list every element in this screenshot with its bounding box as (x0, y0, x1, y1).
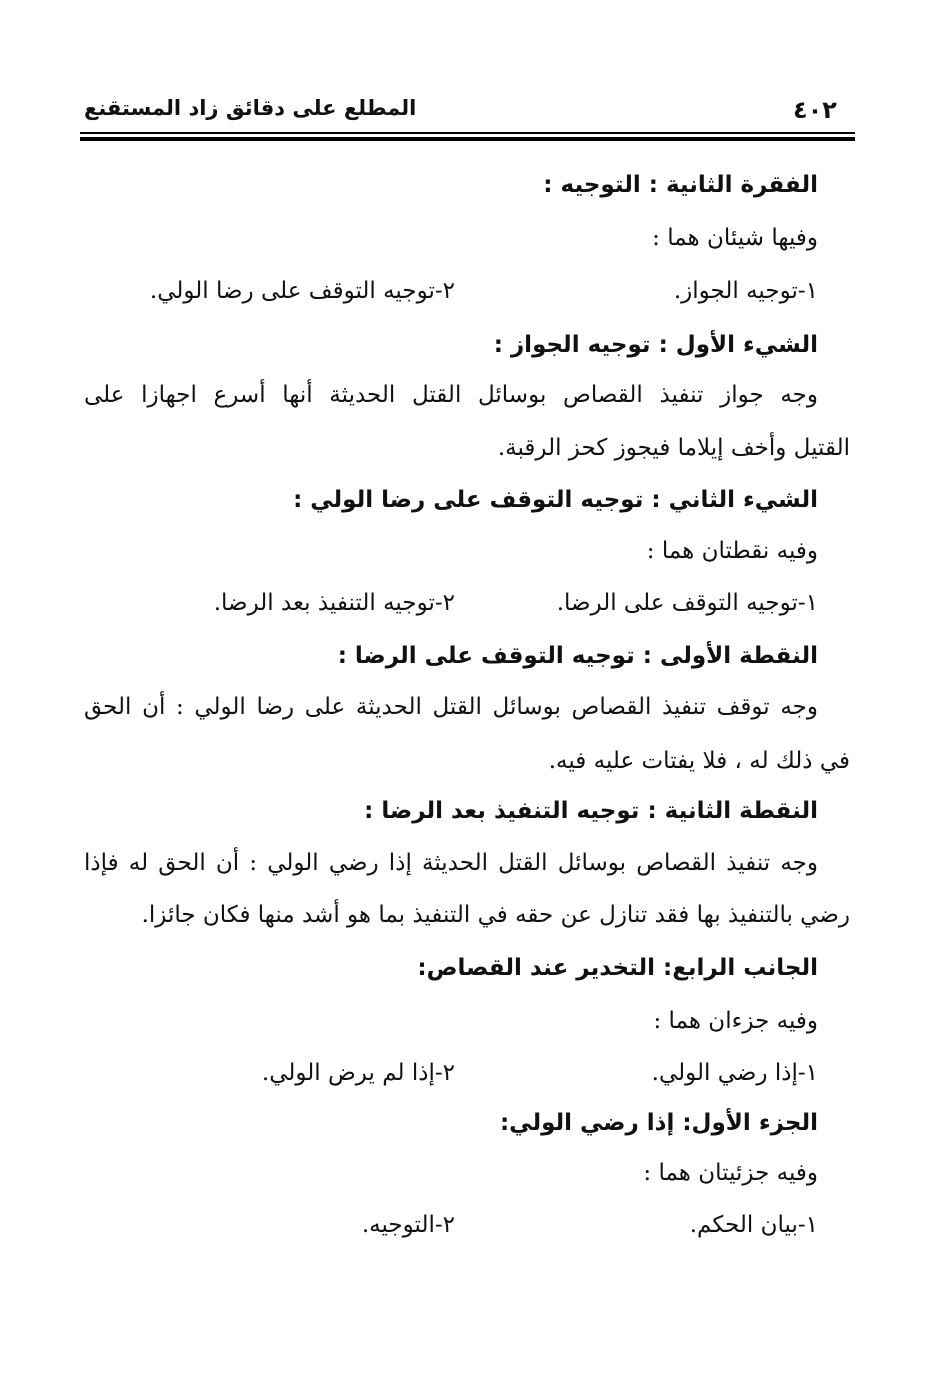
subheading-point-1: النقطة الأولى : توجيه التوقف على الرضا : (337, 643, 818, 669)
list-item-1: ١-توجيه التوقف على الرضا. (556, 590, 818, 616)
list-item-1: ١-بيان الحكم. (689, 1212, 818, 1238)
list-item-1: ١-توجيه الجواز. (673, 278, 818, 304)
paragraph-line: رضي بالتنفيذ بها فقد تنازل عن حقه في التنفيذ بما هو أشد منها فكان جائزا. (141, 902, 850, 928)
header-rule-thick (80, 137, 855, 141)
page-number: ٤٠٢ (793, 96, 837, 124)
paragraph-line: وجه توقف تنفيذ القصاص بوسائل القتل الحديثة على رضا الولي : أن الحق (84, 694, 818, 720)
header-rule-thin (80, 132, 855, 134)
subheading-second-thing: الشيء الثاني : توجيه التوقف على رضا الولي : (293, 487, 818, 513)
paragraph-line: وجه تنفيذ القصاص بوسائل القتل الحديثة إذا رضي الولي : أن الحق له فإذا (84, 850, 818, 876)
paragraph-line: في ذلك له ، فلا يفتات عليه فيه. (548, 748, 850, 774)
intro-line: وفيه جزءان هما : (653, 1008, 818, 1034)
running-header-title: المطلع على دقائق زاد المستقنع (84, 96, 417, 120)
heading-fourth-aspect: الجانب الرابع: التخدير عند القصاص: (417, 955, 818, 981)
heading-section-2: الفقرة الثانية : التوجيه : (543, 172, 818, 198)
intro-line: وفيه نقطتان هما : (646, 538, 818, 564)
subheading-part-1: الجزء الأول: إذا رضي الولي: (499, 1110, 818, 1136)
list-item-2: ٢-إذا لم يرض الولي. (261, 1060, 455, 1086)
paragraph-line: وجه جواز تنفيذ القصاص بوسائل القتل الحديثة أنها أسرع اجهازا على (84, 382, 818, 408)
list-item-2: ٢-توجيه التنفيذ بعد الرضا. (213, 590, 455, 616)
subheading-point-2: النقطة الثانية : توجيه التنفيذ بعد الرضا : (364, 798, 818, 824)
list-item-2: ٢-التوجيه. (361, 1212, 455, 1238)
intro-line: وفيها شيئان هما : (652, 225, 818, 251)
paragraph-line: القتيل وأخف إيلاما فيجوز كحز الرقبة. (497, 435, 850, 461)
intro-line: وفيه جزئيتان هما : (643, 1160, 818, 1186)
list-item-2: ٢-توجيه التوقف على رضا الولي. (149, 278, 455, 304)
subheading-first-thing: الشيء الأول : توجيه الجواز : (493, 332, 818, 358)
list-item-1: ١-إذا رضي الولي. (651, 1060, 818, 1086)
